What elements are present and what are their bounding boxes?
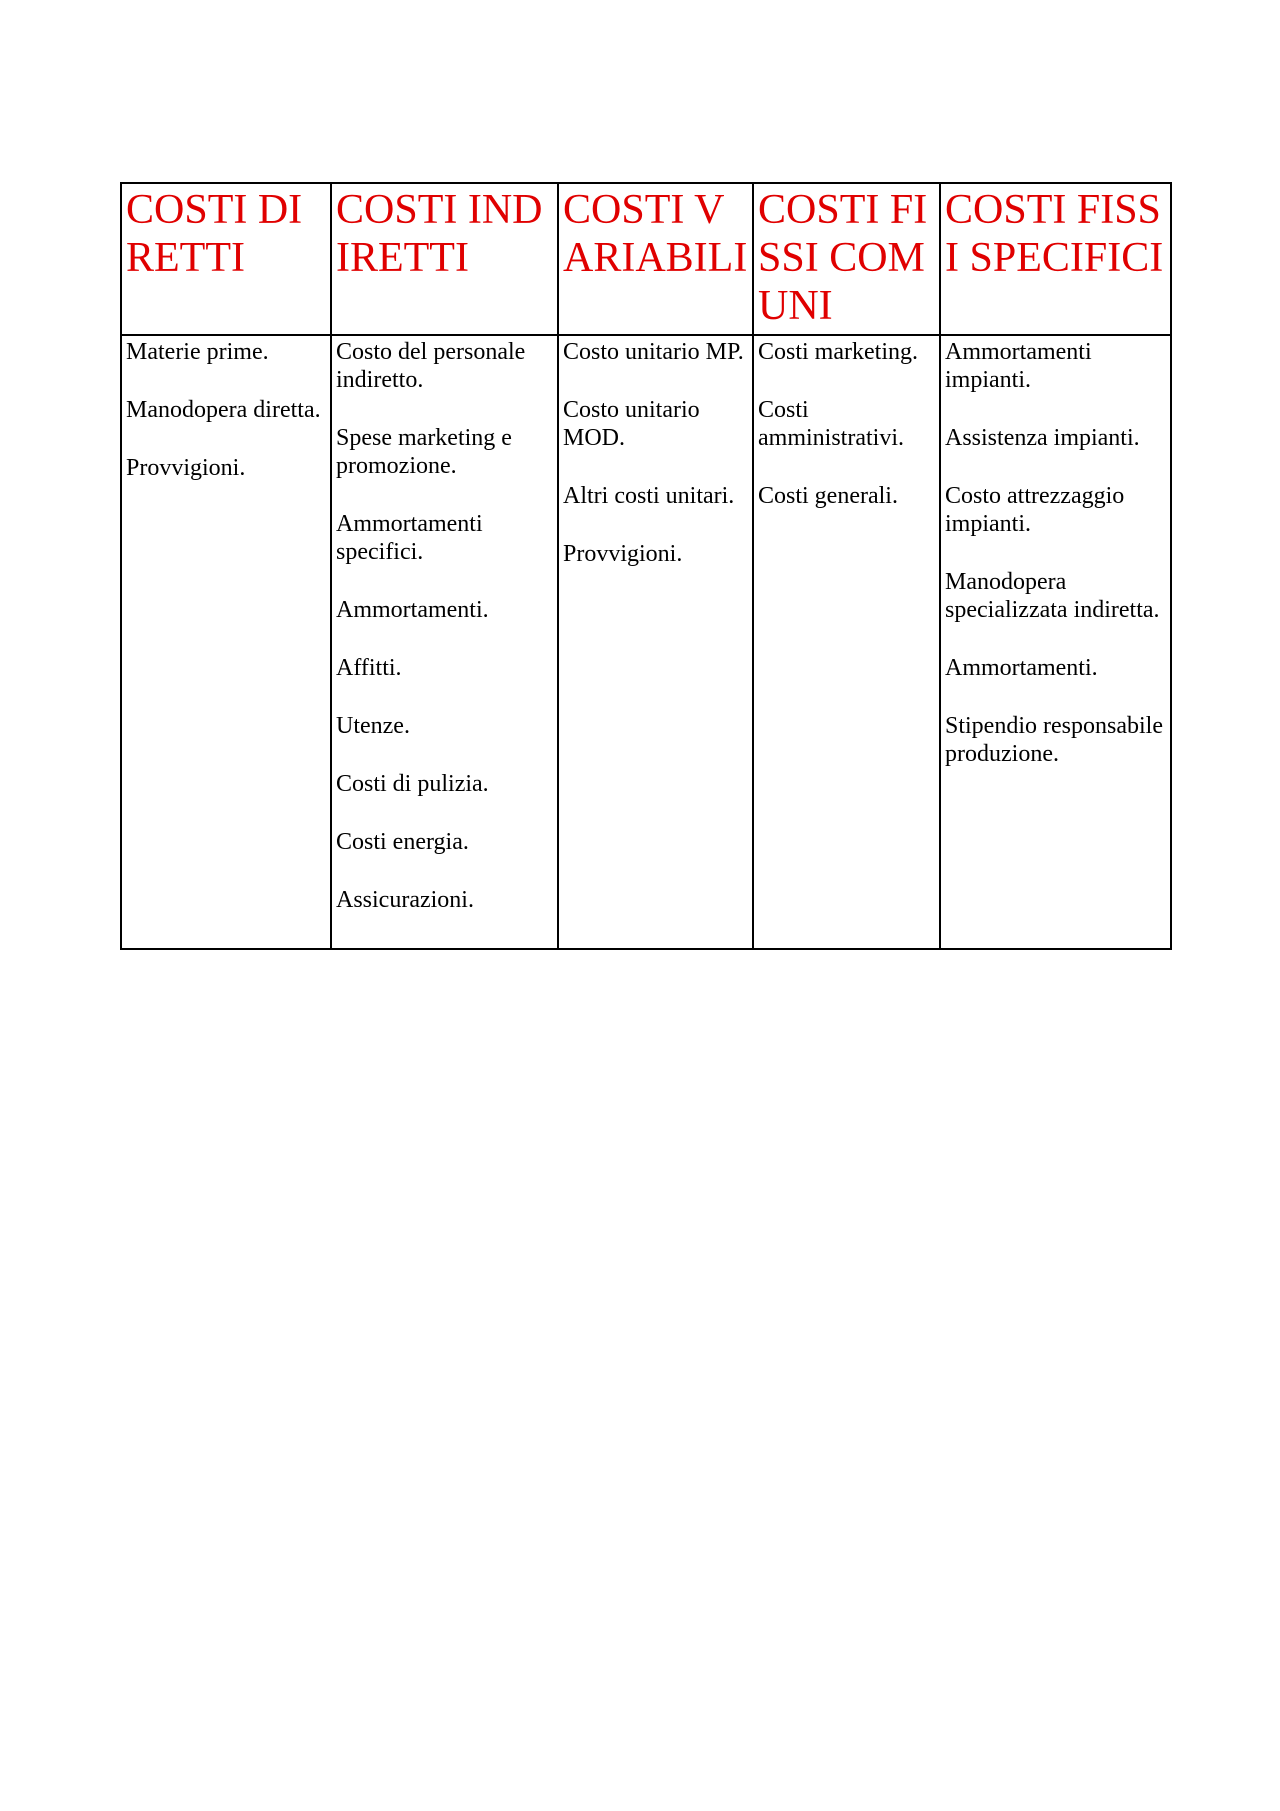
cell-costi-fissi-comuni — [753, 335, 940, 949]
header-costi-variabili: COSTI VARIABILI — [558, 183, 753, 335]
list-item: Costo attrezzaggio impianti. — [945, 483, 1125, 537]
list-item: Assistenza impianti. — [945, 425, 1140, 451]
cell-costi-fissi-specifici — [940, 335, 1171, 949]
list-item: Costo del personale indiretto. — [336, 339, 526, 393]
cell-costi-indiretti — [331, 335, 558, 949]
list-item: Ammortamenti. — [945, 655, 1098, 681]
list-item: Ammortamenti. — [336, 597, 489, 623]
list-item: Costi marketing. — [758, 339, 918, 365]
header-costi-fissi-comuni: COSTI FISSI COMUNI — [753, 183, 940, 335]
header-costi-fissi-specifici: COSTI FISSI SPECIFICI — [940, 183, 1171, 335]
cell-costi-variabili — [558, 335, 753, 949]
table-header-row — [121, 183, 1171, 335]
list-item: Costi generali. — [758, 483, 898, 509]
list-item: Provvigioni. — [563, 541, 683, 567]
list-item: Spese marketing e promozione. — [336, 425, 512, 479]
list-item: Costi energia. — [336, 829, 469, 855]
list-item: Ammortamenti impianti. — [945, 339, 1092, 393]
list-item: Materie prime. — [126, 339, 269, 365]
table-row — [121, 335, 1171, 949]
list-item: Provvigioni. — [126, 455, 246, 481]
list-item: Costo unitario MP. — [563, 339, 744, 365]
header-costi-indiretti: COSTI INDIRETTI — [331, 183, 558, 335]
list-item: Manodopera diretta. — [126, 397, 321, 423]
list-item: Assicurazioni. — [336, 887, 474, 913]
cell-costi-diretti — [121, 335, 331, 949]
list-item: Utenze. — [336, 713, 410, 739]
header-costi-diretti: COSTI DIRETTI — [121, 183, 331, 335]
list-item: Costi amministrativi. — [758, 397, 904, 451]
list-item: Altri costi unitari. — [563, 483, 735, 509]
list-item: Stipendio responsabile produzione. — [945, 713, 1163, 767]
list-item: Manodopera specializzata indiretta. — [945, 569, 1160, 623]
list-item: Ammortamenti specifici. — [336, 511, 483, 565]
list-item: Costi di pulizia. — [336, 771, 489, 797]
cost-classification-table — [120, 182, 1172, 950]
list-item: Affitti. — [336, 655, 402, 681]
list-item: Costo unitario MOD. — [563, 397, 700, 451]
